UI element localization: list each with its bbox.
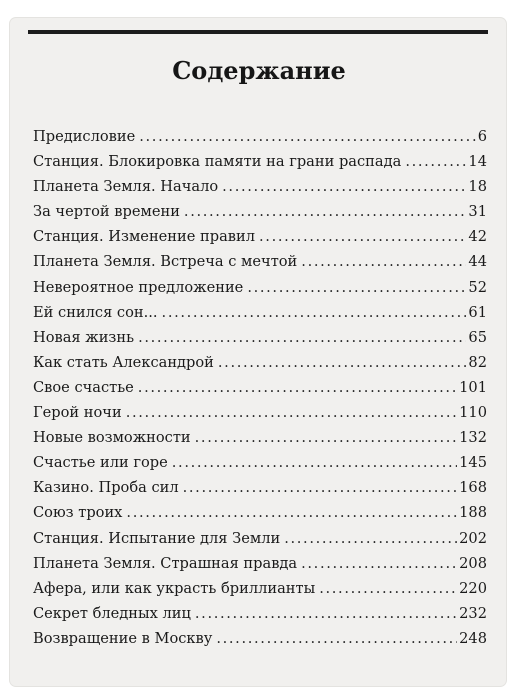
toc-entry-page-number: 202: [459, 529, 487, 547]
toc-entry-page-number: 44: [468, 253, 487, 271]
toc-entry: [33, 199, 487, 224]
toc-entry: [33, 400, 487, 425]
table-of-contents: [33, 124, 487, 651]
toc-entry-title: Свое счастье: [33, 378, 134, 396]
dot-leader: [195, 425, 458, 450]
toc-entry-page-number: 110: [459, 404, 487, 422]
toc-entry-page-number: 82: [468, 353, 487, 371]
dot-leader: [247, 275, 466, 300]
toc-entry-title: Предисловие: [33, 128, 136, 145]
toc-entry: [33, 475, 487, 500]
toc-entry-page-number: 208: [459, 554, 487, 572]
dot-leader: [301, 249, 466, 274]
dot-leader: [184, 199, 467, 224]
toc-entry: [33, 526, 487, 551]
dot-leader: [138, 375, 457, 400]
toc-entry-page-number: 52: [468, 278, 487, 296]
toc-entry-page-number: 188: [459, 504, 487, 522]
dot-leader: [405, 149, 466, 174]
toc-entry-title: Планета Земля. Встреча с мечтой: [33, 253, 298, 271]
toc-entry-title: Планета Земля. Страшная правда: [33, 554, 298, 572]
toc-entry-title: Герой ночи: [33, 404, 122, 422]
toc-entry-page-number: 42: [468, 228, 487, 246]
dot-leader: [138, 325, 466, 350]
toc-entry-page-number: 14: [468, 153, 487, 171]
dot-leader: [162, 300, 467, 325]
toc-entry-title: Как стать Александрой: [33, 353, 214, 371]
toc-entry-title: Секрет бледных лиц: [33, 604, 191, 622]
toc-entry-title: Союз троих: [33, 504, 123, 522]
dot-leader: [126, 500, 457, 525]
toc-entry: [33, 375, 487, 400]
toc-entry-title: Станция. Изменение правил: [33, 228, 256, 246]
toc-entry: [33, 224, 487, 249]
toc-entry-title: Невероятное предложение: [33, 278, 244, 296]
toc-entry-title: Афера, или как украсть бриллианты: [33, 579, 316, 597]
dot-leader: [284, 526, 457, 551]
toc-entry: [33, 350, 487, 375]
toc-entry-page-number: 6: [477, 128, 487, 145]
toc-entry-title: За чертой времени: [33, 203, 180, 221]
toc-entry: [33, 450, 487, 475]
dot-leader: [172, 450, 457, 475]
dot-leader: [301, 551, 457, 576]
page-title: Содержание: [172, 56, 346, 85]
toc-entry-page-number: 145: [459, 454, 487, 472]
dot-leader: [183, 475, 458, 500]
toc-entry-page-number: 101: [459, 378, 487, 396]
toc-entry: [33, 325, 487, 350]
toc-entry-page-number: 220: [459, 579, 487, 597]
toc-entry: [33, 174, 487, 199]
toc-entry-title: Новые возможности: [33, 429, 191, 447]
top-rule: [28, 30, 488, 34]
dot-leader: [259, 224, 466, 249]
toc-entry: [33, 425, 487, 450]
dot-leader: [222, 174, 466, 199]
toc-entry: [33, 275, 487, 300]
dot-leader: [216, 626, 457, 651]
toc-entry-title: Возвращение в Москву: [33, 629, 213, 647]
toc-entry-title: Счастье или горе: [33, 454, 168, 472]
dot-leader: [126, 400, 457, 425]
toc-entry: [33, 551, 487, 576]
toc-entry-title: Казино. Проба сил: [33, 479, 179, 497]
dot-leader: [139, 124, 475, 149]
toc-entry: [33, 576, 487, 601]
toc-entry-page-number: 168: [459, 479, 487, 497]
toc-entry-title: Планета Земля. Начало: [33, 178, 219, 196]
toc-entry-page-number: 232: [459, 604, 487, 622]
toc-entry-page-number: 61: [468, 303, 487, 321]
toc-entry: [33, 500, 487, 525]
toc-entry: [33, 124, 487, 149]
toc-entry-title: Ей снился сон...: [33, 303, 158, 321]
toc-entry: [33, 249, 487, 274]
toc-entry-title: Новая жизнь: [33, 328, 135, 346]
toc-entry-page-number: 65: [468, 328, 487, 346]
dot-leader: [195, 601, 457, 626]
toc-entry-page-number: 248: [459, 629, 487, 647]
toc-entry-page-number: 31: [468, 203, 487, 221]
toc-entry-page-number: 18: [468, 178, 487, 196]
toc-entry: [33, 149, 487, 174]
toc-entry: [33, 626, 487, 651]
toc-entry-title: Станция. Блокировка памяти на грани распада: [33, 153, 402, 171]
dot-leader: [319, 576, 457, 601]
dot-leader: [218, 350, 467, 375]
toc-entry: [33, 601, 487, 626]
toc-entry-title: Станция. Испытание для Земли: [33, 529, 281, 547]
toc-entry: [33, 300, 487, 325]
toc-entry-page-number: 132: [459, 429, 487, 447]
